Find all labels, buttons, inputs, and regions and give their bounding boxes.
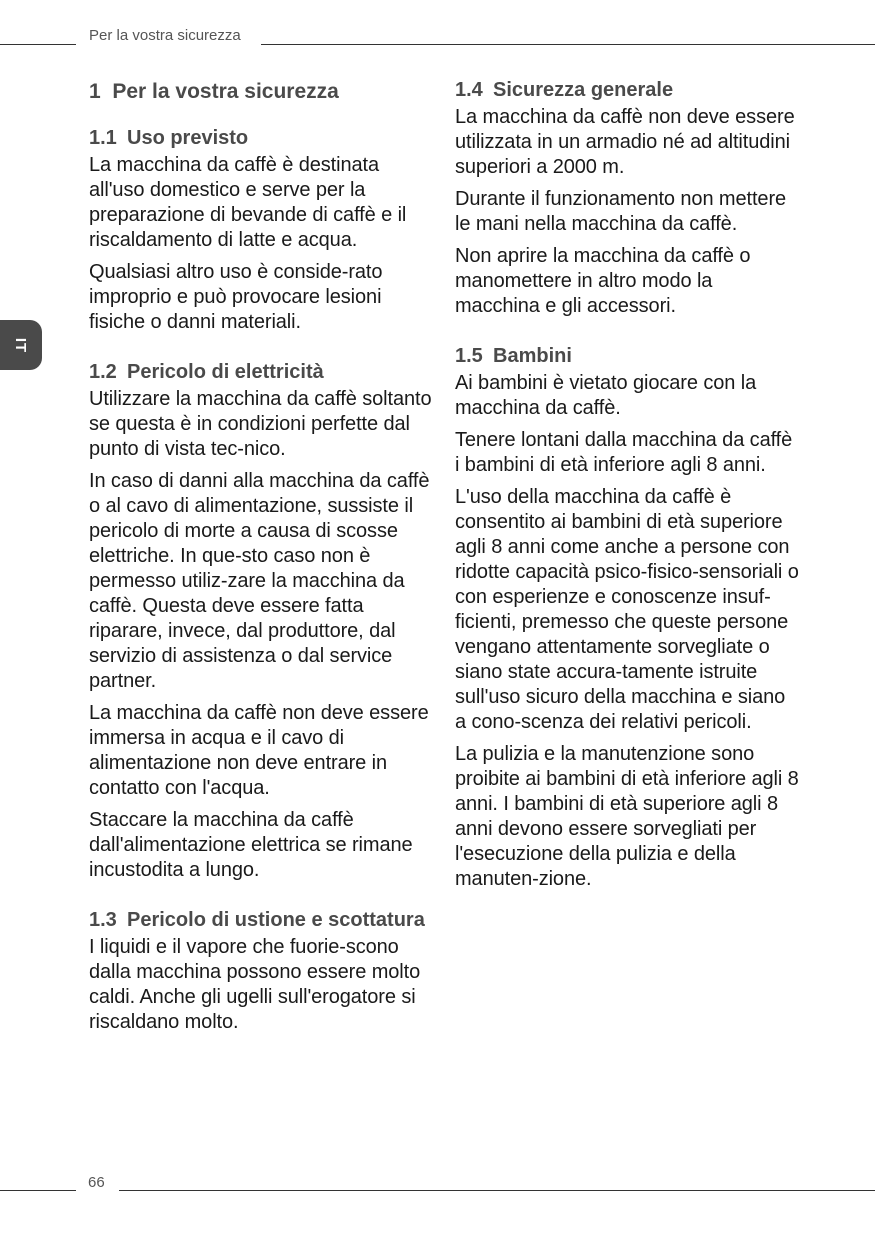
section-heading [455, 344, 800, 369]
chapter-title: Per la vostra sicurezza [112, 80, 339, 103]
language-tab-label: IT [12, 337, 30, 353]
chapter-heading [89, 78, 434, 106]
paragraph: Durante il funzionamento non mettere le mani nella macchina da caffè. [455, 188, 787, 235]
section-title: Uso previsto [127, 127, 249, 149]
paragraph: I liquidi e il vapore che fuorie-scono dalla macchina possono essere molto caldi. Anche gli ugelli sull'erogatore si riscaldano molto. [89, 936, 421, 1033]
section-number: 1.3 [89, 909, 117, 931]
paragraph: La pulizia e la manutenzione sono proibite ai bambini di età inferiore agli 8 anni. I bambini di età superiore agli 8 anni devono essere sorvegliati per l'esecuzione della pulizia e della manuten-zione. [455, 743, 799, 890]
running-header: Per la vostra sicurezza [89, 27, 241, 44]
section-heading [89, 126, 434, 151]
paragraph: Utilizzare la macchina da caffè soltanto se questa è in condizioni perfette dal punto di vista tec-nico. [89, 388, 432, 460]
paragraph: In caso di danni alla macchina da caffè o al cavo di alimentazione, sussiste il pericolo di morte a causa di scosse elettriche. In que-sto caso non è permesso utiliz-zare la macchina da caffè. Questa deve essere fatta riparare, invece, dal produttore, dal servizio di assistenza o dal service partner. [89, 470, 430, 692]
paragraph: Staccare la macchina da caffè dall'alimentazione elettrica se rimane incustodita a lungo. [89, 809, 413, 881]
section-heading [89, 360, 434, 385]
section-number: 1.2 [89, 361, 117, 383]
header-rule-right [261, 44, 875, 45]
footer-rule-left [0, 1190, 76, 1191]
right-column [455, 78, 800, 917]
section-1-2 [89, 360, 434, 883]
section-1-5 [455, 344, 800, 892]
paragraph: Qualsiasi altro uso è conside-rato improprio e può provocare lesioni fisiche o danni materiali. [89, 261, 383, 333]
section-title: Pericolo di elettricità [127, 361, 324, 383]
left-column [89, 78, 434, 1060]
footer-rule-right [119, 1190, 875, 1191]
paragraph: La macchina da caffè non deve essere utilizzata in un armadio né ad altitudini superiori a 2000 m. [455, 106, 795, 178]
paragraph: La macchina da caffè non deve essere immersa in acqua e il cavo di alimentazione non deve entrare in contatto con l'acqua. [89, 702, 429, 799]
section-1-4 [455, 78, 800, 319]
header-rule-left [0, 44, 76, 45]
paragraph: Non aprire la macchina da caffè o manomettere in altro modo la macchina e gli accessori. [455, 245, 751, 317]
section-number: 1.1 [89, 127, 117, 149]
section-1-3 [89, 908, 434, 1035]
language-tab [0, 320, 42, 370]
section-number: 1.4 [455, 79, 483, 101]
paragraph: Ai bambini è vietato giocare con la macchina da caffè. [455, 372, 757, 419]
section-heading [455, 78, 800, 103]
section-number: 1.5 [455, 345, 483, 367]
section-1-1 [89, 126, 434, 335]
chapter-number: 1 [89, 80, 101, 103]
section-title: Pericolo di ustione e scottatura [127, 909, 425, 931]
page-number: 66 [88, 1174, 105, 1191]
section-title: Sicurezza generale [493, 79, 674, 101]
paragraph: L'uso della macchina da caffè è consentito ai bambini di età superiore agli 8 anni come anche a persone con ridotte capacità psico-fisico-sensoriali o con esperienze e conoscenze insuf-ficienti, premesso che queste persone vengano attentamente sorvegliate o siano state accura-tamente istruite sull'uso sicuro della macchina e siano a cono-scenza dei relativi pericoli. [455, 486, 799, 733]
paragraph: Tenere lontani dalla macchina da caffè i bambini di età inferiore agli 8 anni. [455, 429, 793, 476]
section-title: Bambini [493, 345, 572, 367]
paragraph: La macchina da caffè è destinata all'uso domestico e serve per la preparazione di bevande di caffè e il riscaldamento di latte e acqua. [89, 154, 407, 251]
section-heading [89, 908, 434, 933]
